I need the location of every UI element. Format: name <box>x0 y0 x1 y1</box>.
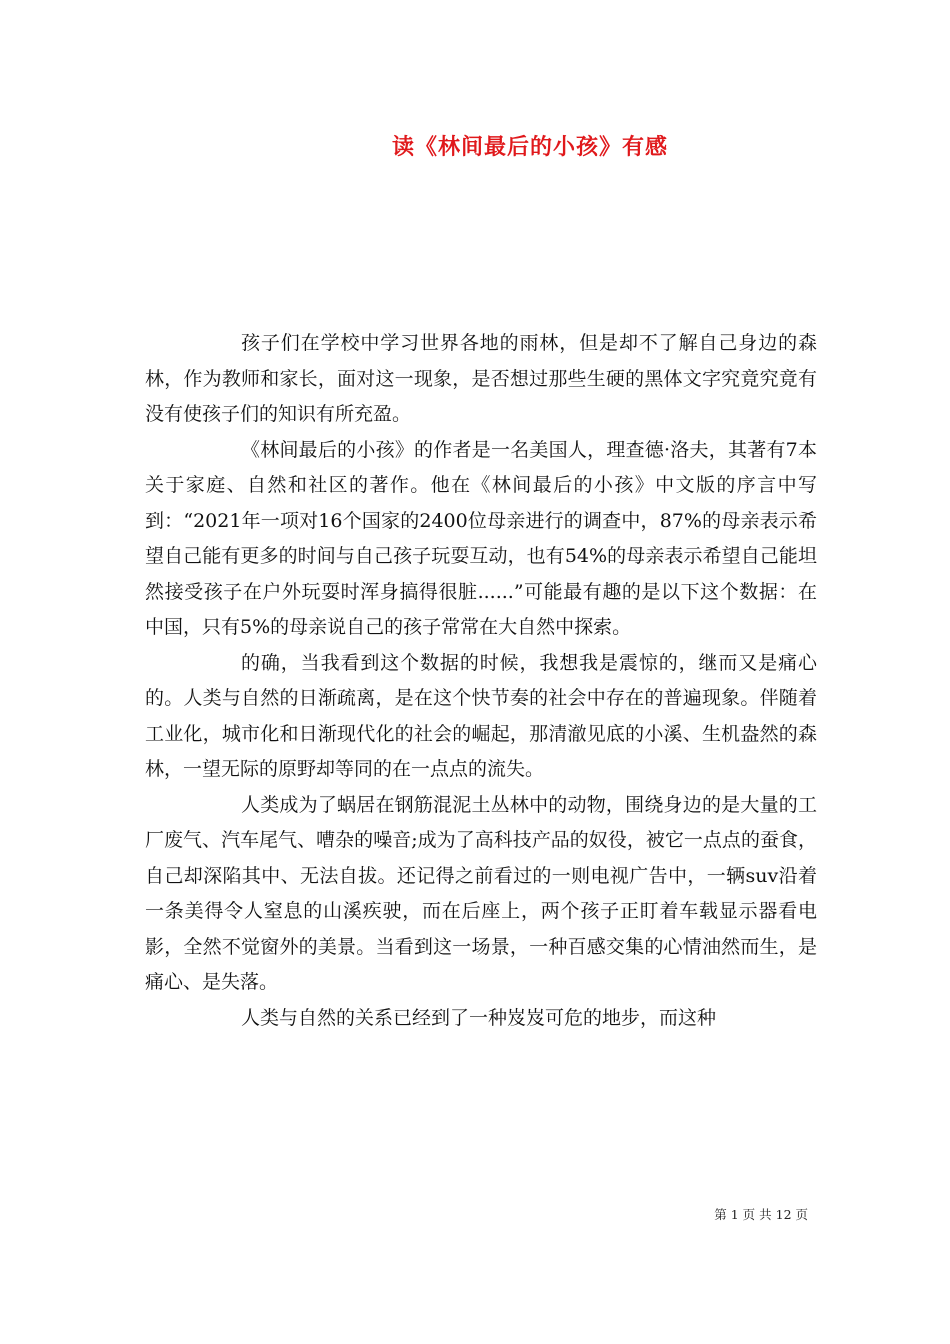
paragraph-5: 人类与自然的关系已经到了一种岌岌可危的地步，而这种 <box>241 1006 717 1029</box>
paragraph-1: 孩子们在学校中学习世界各地的雨林，但是却不了解自己身边的森林，作为教师和家长，面对这一现象，是否想过那些生硬的黑体文字究竟究竟有没有使孩子们的知识有所充盈。 <box>145 332 817 425</box>
paragraph-2: 《林间最后的小孩》的作者是一名美国人，理查德·洛夫，其著有7本关于家庭、自然和社区的著作。他在《林间最后的小孩》中文版的序言中写到：“2021年一项对16个国家的2400位母亲进行的调查中，87%的母亲表示希望自己能有更多的时间与自己孩子玩耍互动，也有54%的母亲表示希望自己能坦然接受孩子在户外玩耍时浑身搞得很脏......”可能最有趣的是以下这个数据：在中国，只有5%的母亲说自己的孩子常常在大自然中探索。 <box>145 438 817 638</box>
paragraph-4: 人类成为了蜗居在钢筋混泥土丛林中的动物，围绕身边的是大量的工厂废气、汽车尾气、嘈杂的噪音;成为了高科技产品的奴役，被它一点点的蚕食，自己却深陷其中、无法自拔。还记得之前看过的一则电视广告中，一辆suv沿着一条美得令人窒息的山溪疾驶，而在后座上，两个孩子正盯着车载显示器看电影，全然不觉窗外的美景。当看到这一场景，一种百感交集的心情油然而生，是痛心、是失落。 <box>145 793 817 993</box>
page-number-footer: 第 1 页 共 12 页 <box>714 1207 808 1222</box>
paragraph-3: 的确，当我看到这个数据的时候，我想我是震惊的，继而又是痛心的。人类与自然的日渐疏离，是在这个快节奏的社会中存在的普遍现象。伴随着工业化，城市化和日渐现代化的社会的崛起，那清澈见底的小溪、生机盎然的森林，一望无际的原野却等同的在一点点的流失。 <box>145 651 817 780</box>
document-body <box>145 326 817 1036</box>
document-title: 读《林间最后的小孩》有感 <box>391 134 668 160</box>
